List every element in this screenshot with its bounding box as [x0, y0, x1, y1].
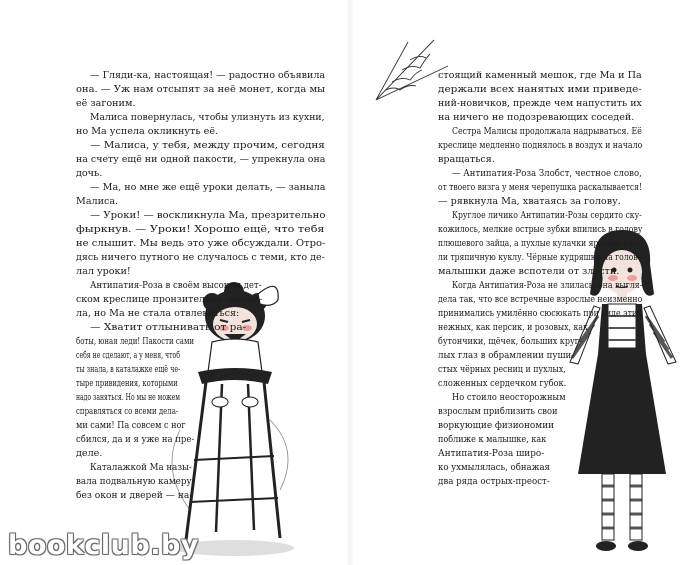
- text-line: она. — Уж нам отсыпят за неё монет, когда мы: [76, 84, 326, 95]
- watermark-text: bookclub.by: [8, 530, 199, 561]
- text-line: Антипатия-Роза широ-: [438, 448, 545, 459]
- text-line: стоящий каменный мешок, где Ма и Па: [438, 70, 642, 81]
- text-line: принимались умилённо сюсюкать при виде этих: [438, 308, 642, 319]
- text-line: на счету ещё ни одной пакости, — упрекнула она: [76, 154, 326, 165]
- text-line: от твоего визга у меня черепушка раскалывается!: [438, 182, 642, 193]
- text-line: дела так, что все встречные взрослые неизменно: [438, 294, 643, 305]
- text-line: — Антипатия-Роза Злобст, честное слово,: [452, 168, 642, 179]
- text-line: Малиса.: [76, 196, 119, 207]
- text-line: боты, юная леди! Пакости сами: [76, 336, 195, 347]
- text-line: ла, но Ма не стала отвлекаться:: [76, 308, 240, 319]
- text-line: Когда Антипатия-Роза не злилась, она выгля-: [452, 280, 643, 291]
- text-line: но Ма успела окликнуть её.: [76, 126, 219, 137]
- text-line: вала подвальную камеру: [76, 476, 192, 487]
- text-line: на ничего не подозревающих соседей.: [438, 112, 635, 123]
- text-line: держали всех нанятых ими приведе-: [438, 84, 642, 95]
- text-line: без окон и дверей — на-: [76, 490, 193, 501]
- text-line: — Хватит отлынивать от ра-: [90, 322, 247, 333]
- text-line: лал уроки!: [76, 266, 131, 277]
- text-line: два ряда острых-преост-: [438, 476, 550, 487]
- text-line: нежных, как персик, и розовых, как: [438, 322, 588, 333]
- text-line: плюшевого зайца, а пухлые кулачки яростно сжа-: [438, 238, 642, 249]
- text-line: Круглое личико Антипатии-Розы сердито ску-: [452, 210, 642, 221]
- text-line: вращаться.: [438, 154, 495, 165]
- right-page: [350, 0, 700, 565]
- text-line: фыркнув. — Уроки! Хорошо ещё, что тебя: [76, 224, 325, 235]
- text-line: её загоним.: [76, 98, 136, 109]
- text-line: креслице медленно поднялось в воздух и начало: [438, 140, 643, 151]
- text-line: ми сами! Па совсем с ног: [76, 420, 186, 431]
- text-line: — Малиса, у тебя, между прочим, сегодня: [90, 140, 325, 151]
- text-line: тыре привидения, которыми: [76, 378, 178, 389]
- text-line: Сестра Малисы продолжала надрываться. Её: [452, 126, 642, 137]
- text-line: сложенных сердечком губок.: [438, 378, 567, 389]
- text-line: — рявкнула Ма, хватаясь за голову.: [438, 196, 621, 207]
- text-line: — Уроки! — воскликнула Ма, презрительно: [90, 210, 326, 221]
- text-line: ли тряпичную куклу. Чёрные кудряшки на голове: [438, 252, 643, 263]
- text-line: Антипатия-Роза в своём высоком дет-: [90, 280, 262, 291]
- text-line: взрослым приблизить свои: [438, 406, 558, 417]
- text-line: ты знала, в каталажке ещё че-: [76, 364, 181, 375]
- text-line: дочь.: [76, 168, 103, 179]
- text-line: бутончики, щёчек, больших круг-: [438, 336, 582, 347]
- text-line: ний-новичков, прежде чем напустить их: [438, 98, 642, 109]
- text-line: ском креслице пронзительно завопи-: [76, 294, 263, 305]
- text-line: Малиса повернулась, чтобы улизнуть из кухни,: [90, 112, 325, 123]
- text-line: справляться со всеми дела-: [76, 406, 179, 417]
- text-line: не слышит. Мы ведь это уже обсуждали. Отро-: [76, 238, 326, 249]
- text-line: кожилось, мелкие острые зубки впились в голову: [438, 224, 643, 235]
- text-line: дясь ничего путного не случалось с теми, кто де-: [76, 252, 325, 263]
- text-line: надо заняться. Но мы не можем: [76, 392, 180, 403]
- text-line: сбился, да и я уже на пре-: [76, 434, 195, 445]
- text-line: ко ухмылялась, обнажая: [438, 462, 550, 473]
- text-line: стых чёрных ресниц и пухлых,: [438, 364, 566, 375]
- text-line: — Ма, но мне же ещё уроки делать, — заныла: [90, 182, 326, 193]
- text-line: малышки даже вспотели от злости.: [438, 266, 620, 277]
- text-line: поближе к малышке, как: [438, 434, 547, 445]
- text-line: деле.: [76, 448, 103, 459]
- text-line: — Гляди-ка, настоящая! — радостно объявила: [90, 70, 326, 81]
- text-line: Но стоило неосторожным: [452, 392, 566, 403]
- text-line: лых глаз в обрамлении пуши-: [438, 350, 575, 361]
- text-line: воркующие физиономии: [438, 420, 555, 431]
- text-line: Каталажкой Ма назы-: [90, 462, 192, 473]
- text-line: себя не сделают, а у меня, чтоб: [76, 350, 180, 361]
